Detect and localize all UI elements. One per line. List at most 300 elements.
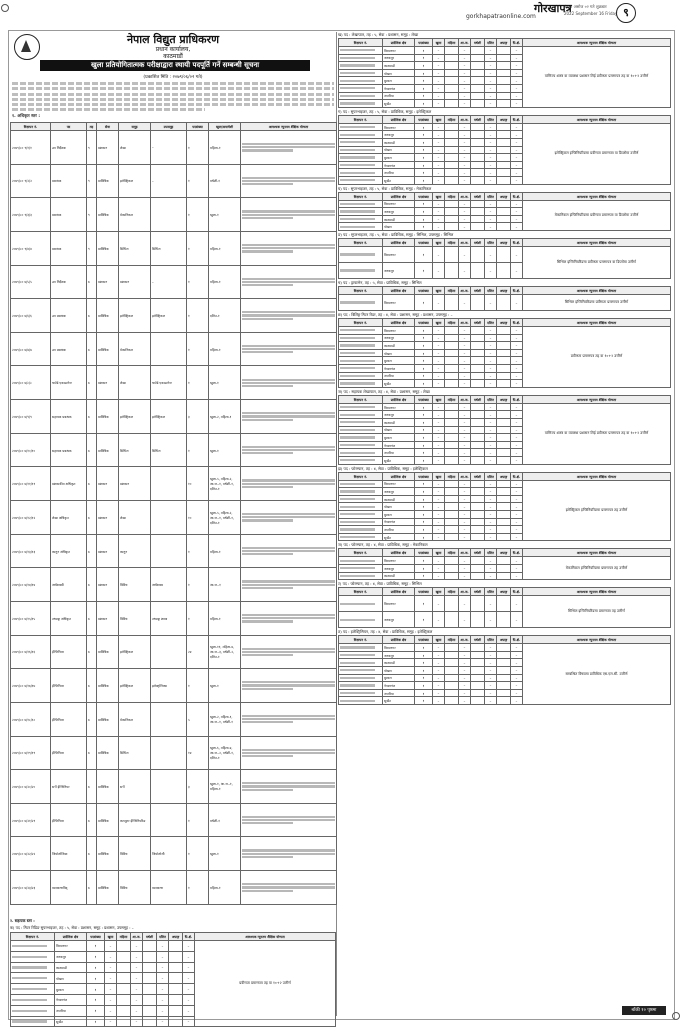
org-office: प्रधान कार्यालय,: [155, 46, 191, 53]
cell-region: बुटवल: [383, 154, 415, 162]
cell-count: –: [433, 123, 445, 131]
cell-count: –: [183, 1016, 195, 1027]
cell-group: विविध: [119, 568, 151, 602]
cell-sub: [151, 501, 187, 535]
qualification-cell: [241, 400, 337, 434]
cell-count: १: [415, 92, 433, 100]
cell-count: –: [105, 941, 117, 952]
cell-count: –: [433, 644, 445, 652]
column-header: महिला: [445, 636, 459, 644]
cell-count: –: [485, 557, 497, 565]
cell-count: ३: [187, 400, 209, 434]
column-header: आ.ज.: [459, 115, 471, 123]
cell-adv: [339, 518, 383, 526]
cell-region: जनकपुर: [383, 54, 415, 62]
cell-adv: [339, 357, 383, 365]
cell-post: उप प्रबन्धक: [51, 299, 87, 333]
cell-post: चार्टर्ड एकाउन्टेन्ट: [51, 366, 87, 400]
cell-count: [445, 169, 459, 177]
table-row: [11, 837, 337, 871]
cell-group: लेखा: [119, 501, 151, 535]
cell-group: प्रशासन: [119, 265, 151, 299]
cell-count: [471, 682, 485, 690]
cell-count: [445, 62, 459, 70]
cell-count: –: [157, 984, 169, 995]
cell-count: –: [485, 526, 497, 534]
column-header: अपाङ्ग: [497, 549, 511, 557]
cell-count: –: [485, 215, 497, 223]
cell-service: प्राविधिक: [97, 433, 119, 467]
cell-region: काठमाडौं: [383, 572, 415, 580]
cell-region: सुर्खेत: [383, 697, 415, 705]
cell-sub: [151, 770, 187, 804]
cell-count: –: [511, 223, 523, 231]
cell-count: [445, 146, 459, 154]
column-header: विज्ञापन नं.: [339, 239, 383, 247]
cell-count: १: [187, 198, 209, 232]
cell-region: सुर्खेत: [383, 456, 415, 464]
cell-region: विराटनगर: [55, 941, 87, 952]
cell-count: –: [459, 146, 471, 154]
cell-count: [143, 973, 157, 984]
column-header: महिला: [445, 39, 459, 47]
cell-adv: [339, 77, 383, 85]
column-header: अपाङ्ग: [497, 319, 511, 327]
qualification-cell: [241, 770, 337, 804]
cell-region: जनकपुर: [383, 488, 415, 496]
table-row: [11, 231, 337, 265]
cell-count: –: [459, 200, 471, 208]
column-header: खुला: [433, 549, 445, 557]
cell-count: –: [485, 92, 497, 100]
cell-count: १: [87, 1016, 105, 1027]
cell-level: ७: [87, 669, 97, 703]
cell-level: ७: [87, 265, 97, 299]
cell-count: –: [459, 403, 471, 411]
cell-count: –: [459, 480, 471, 488]
column-header: विज्ञापन नं.: [11, 123, 51, 131]
cell-count: [169, 994, 183, 1005]
left-column: [10, 32, 336, 1024]
cell-count: १: [415, 557, 433, 565]
column-header: पि.क्षे.: [511, 395, 523, 403]
cell-count: –: [433, 659, 445, 667]
column-header: अपाङ्ग: [497, 395, 511, 403]
cell-count: १: [415, 364, 433, 372]
cell-count: [143, 1016, 157, 1027]
cell-adv: [339, 146, 383, 154]
cell-count: [471, 200, 485, 208]
cell-count: –: [157, 994, 169, 1005]
column-header: अपाङ्ग: [497, 192, 511, 200]
cell-adv: [339, 154, 383, 162]
cell-count: –: [511, 403, 523, 411]
cell-service: प्रशासन: [97, 568, 119, 602]
cell-group: सर्भे: [119, 770, 151, 804]
cell-count: –: [459, 380, 471, 388]
cell-group: विविध: [119, 601, 151, 635]
cell-region: जनकपुर: [383, 208, 415, 216]
cell-post: प्रशासकीय अधिकृत: [51, 467, 87, 501]
cell-count: –: [485, 77, 497, 85]
cell-count: १: [415, 612, 433, 628]
column-header: प्रादेशिक क्षेत्र: [383, 192, 415, 200]
table-row: [11, 803, 337, 837]
cell-count: १०: [187, 467, 209, 501]
cell-count: १: [415, 372, 433, 380]
column-header: उपसमूह: [151, 123, 187, 131]
cell-count: –: [485, 456, 497, 464]
cell-count: –: [459, 572, 471, 580]
cell-post: तथ्याङ्क अधिकृत: [51, 601, 87, 635]
table-row: [11, 131, 337, 165]
cell-count: [445, 564, 459, 572]
cell-count: [471, 403, 485, 411]
cell-adv: [339, 510, 383, 518]
column-header: महिला: [445, 472, 459, 480]
cell-count: –: [459, 84, 471, 92]
cell-count: –: [459, 327, 471, 335]
cell-count: –: [433, 69, 445, 77]
column-header: खुला: [433, 588, 445, 596]
cell-count: [471, 495, 485, 503]
cell-adv: [339, 200, 383, 208]
cell-count: –: [485, 488, 497, 496]
district-table: [338, 238, 671, 279]
cell-count: –: [511, 411, 523, 419]
cell-adv: २०७९/८० ७/२१/२१: [11, 803, 51, 837]
cell-count: –: [459, 263, 471, 279]
cell-adv: [339, 223, 383, 231]
cell-count: १: [415, 682, 433, 690]
column-header: विज्ञापन नं.: [339, 39, 383, 47]
cell-count: –: [511, 357, 523, 365]
cell-count: [445, 200, 459, 208]
cell-level: ७: [87, 534, 97, 568]
cell-count: –: [433, 146, 445, 154]
cell-count: १: [415, 77, 433, 85]
cell-count: –: [459, 349, 471, 357]
qualification-cell: इलेक्ट्रिकल इन्जिनियरिङमा प्रवीणता प्रमाणपत्र वा डिप्लोमा उत्तीर्ण: [523, 123, 671, 184]
qualification-cell: [241, 131, 337, 165]
cell-count: [497, 327, 511, 335]
column-header: पि.क्षे.: [511, 192, 523, 200]
cell-count: [471, 208, 485, 216]
cell-count: १: [415, 123, 433, 131]
column-header: आ.ज.: [459, 39, 471, 47]
cell-count: [445, 154, 459, 162]
cell-count: [497, 92, 511, 100]
cell-sub: [151, 534, 187, 568]
cell-count: –: [459, 651, 471, 659]
cell-count: –: [511, 208, 523, 216]
cell-count: [445, 503, 459, 511]
cell-count: १: [415, 644, 433, 652]
cell-region: पोखरा: [383, 223, 415, 231]
cell-count: [471, 644, 485, 652]
cell-level: ७: [87, 736, 97, 770]
cell-count: [497, 456, 511, 464]
table-row: [339, 480, 671, 488]
cell-post: सहायक प्रबन्धक: [51, 433, 87, 467]
cell-adv: २०७९/८० ७/८/८: [11, 366, 51, 400]
cell-count: [471, 100, 485, 108]
cell-count: –: [485, 510, 497, 518]
cell-count: –: [511, 644, 523, 652]
cell-region: बुटवल: [383, 434, 415, 442]
cell-count: [117, 994, 131, 1005]
cell-count: [445, 596, 459, 612]
cell-count: [471, 449, 485, 457]
cell-count: १: [187, 669, 209, 703]
cell-count: [445, 215, 459, 223]
column-header: दलित: [485, 319, 497, 327]
cell-count: [497, 426, 511, 434]
column-header: आवश्यक न्यूनतम शैक्षिक योग्यता: [523, 472, 671, 480]
cell-region: सुर्खेत: [383, 176, 415, 184]
table-row: [11, 366, 337, 400]
district-table: [338, 635, 671, 705]
cell-count: १: [87, 973, 105, 984]
column-header: मधेशी: [471, 549, 485, 557]
cell-count: १: [415, 449, 433, 457]
column-header: प्रादेशिक क्षेत्र: [383, 549, 415, 557]
cell-adv: [339, 380, 383, 388]
cell-group: इलेक्ट्रिकल: [119, 669, 151, 703]
cell-adv: २०७९/८० ७/९/९: [11, 400, 51, 434]
column-header: प्रादेशिक क्षेत्र: [383, 287, 415, 295]
column-header: पि.क्षे.: [511, 472, 523, 480]
meter-supervisor-table: [10, 932, 336, 1027]
cell-group: सिभिल: [119, 736, 151, 770]
cell-region: जनकपुर: [383, 651, 415, 659]
cell-count: –: [485, 666, 497, 674]
cell-count: –: [511, 596, 523, 612]
cell-count: [471, 47, 485, 55]
cell-adv: [339, 596, 383, 612]
cell-count: –: [485, 572, 497, 580]
cell-count: [497, 131, 511, 139]
column-header: पि.क्षे.: [183, 933, 195, 941]
qualification-cell: [241, 164, 337, 198]
cell-adv: [339, 533, 383, 541]
column-header: महिला: [445, 287, 459, 295]
table-row: [11, 164, 337, 198]
cell-count: –: [511, 100, 523, 108]
cell-count: –: [511, 123, 523, 131]
cell-region: नेपालगंज: [383, 441, 415, 449]
cell-count: १: [187, 837, 209, 871]
cell-count: –: [433, 488, 445, 496]
column-header: महिला: [445, 395, 459, 403]
cell-count: –: [485, 380, 497, 388]
cell-count: –: [459, 176, 471, 184]
cell-count: –: [511, 689, 523, 697]
column-header: आवश्यक न्यूनतम शैक्षिक योग्यता: [523, 192, 671, 200]
cell-count: –: [485, 100, 497, 108]
cell-region: बुटवल: [55, 984, 87, 995]
cell-count: [471, 77, 485, 85]
cell-count: –: [433, 564, 445, 572]
cell-adv: २०७९/८० ९/२/२: [11, 164, 51, 198]
cell-count: [497, 349, 511, 357]
cell-count: १४: [187, 736, 209, 770]
cell-count: –: [511, 295, 523, 311]
cell-count: [471, 372, 485, 380]
cell-count: [471, 176, 485, 184]
cell-count: [445, 682, 459, 690]
cell-count: [445, 533, 459, 541]
cell-count: [445, 659, 459, 667]
cell-count: –: [511, 564, 523, 572]
cell-count: [471, 564, 485, 572]
cell-region: अत्तरिया: [383, 92, 415, 100]
cell-region: विराटनगर: [383, 557, 415, 565]
column-header: आवश्यक न्यूनतम शैक्षिक योग्यता: [523, 319, 671, 327]
district-table: [338, 38, 671, 108]
column-header: दलित: [485, 549, 497, 557]
column-header: आवश्यक न्यूनतम शैक्षिक योग्यता: [523, 395, 671, 403]
cell-count: –: [459, 69, 471, 77]
qualification-cell: [241, 837, 337, 871]
cell-post: सहायक प्रबन्धक: [51, 400, 87, 434]
cell-count: [471, 334, 485, 342]
cell-post: ईन्जिनियर: [51, 702, 87, 736]
cell-count: –: [511, 342, 523, 350]
cell-count: [471, 480, 485, 488]
registration-mark: [672, 1012, 680, 1020]
qualification-cell: सिभिल इन्जिनियरिङमा प्रवीणता प्रमाणपत्र वा डिप्लोमा उत्तीर्ण: [523, 247, 671, 279]
cell-count: १: [415, 596, 433, 612]
cell-service: प्राविधिक: [97, 702, 119, 736]
cell-region: नेपालगंज: [55, 994, 87, 1005]
column-header: महिला: [445, 319, 459, 327]
paper-date-np: २०७९ असोज ०२ गते शुक्रबार: [564, 4, 607, 9]
table-row: [11, 332, 337, 366]
cell-adv: २०७९/८० ७/२२/२२: [11, 837, 51, 871]
post-heading: ञ) पद : फोरम्यान, तह : ४, सेवा : प्राविधिक, समूह : मेकानिकल: [338, 542, 428, 548]
column-header: अपाङ्ग: [497, 588, 511, 596]
page-number: ९: [616, 3, 636, 23]
cell-count: १०: [187, 501, 209, 535]
cell-count: [445, 334, 459, 342]
cell-count: [497, 518, 511, 526]
cell-count: १: [415, 674, 433, 682]
cell-count: –: [511, 84, 523, 92]
cell-count: [471, 426, 485, 434]
post-heading: ठ) पद : इलेक्ट्रिसियन, तह : ४, सेवा : प्राविधिक, समूह : इलेक्ट्रिकल: [338, 629, 433, 635]
cell-count: [445, 100, 459, 108]
cell-count: –: [433, 349, 445, 357]
cell-adv: [339, 697, 383, 705]
cell-level: ७: [87, 299, 97, 333]
column-header: आवश्यक न्यूनतम शैक्षिक योग्यता: [195, 933, 336, 941]
qualification-cell: [241, 702, 337, 736]
cell-post: ईन्जिनियर: [51, 736, 87, 770]
cell-level: ७: [87, 568, 97, 602]
cell-count: –: [485, 47, 497, 55]
cell-adv: [339, 403, 383, 411]
cell-service: प्रशासन: [97, 501, 119, 535]
cell-count: –: [459, 131, 471, 139]
cell-sub: अर्थशास्त्र: [151, 568, 187, 602]
cell-count: –: [459, 138, 471, 146]
cell-adv: [339, 503, 383, 511]
cell-group: मेकानिकल: [119, 332, 151, 366]
cell-count: [497, 200, 511, 208]
column-header: आवश्यक न्यूनतम शैक्षिक योग्यता: [523, 287, 671, 295]
cell-count: –: [131, 941, 143, 952]
cell-adv: [339, 674, 383, 682]
cell-count: [497, 161, 511, 169]
cell-count: –: [511, 456, 523, 464]
cell-quota: मधेशी-१: [209, 803, 241, 837]
cell-adv: [339, 169, 383, 177]
column-header: पदसंख्या: [415, 192, 433, 200]
cell-quota: खुला-१: [209, 669, 241, 703]
cell-service: प्रशासन: [97, 601, 119, 635]
cell-count: –: [511, 380, 523, 388]
cell-adv: २०७९/८० ७/१७/१७: [11, 669, 51, 703]
cell-count: [445, 327, 459, 335]
cell-service: प्राविधिक: [97, 332, 119, 366]
cell-count: –: [485, 295, 497, 311]
cell-count: –: [485, 503, 497, 511]
cell-count: [497, 488, 511, 496]
cell-count: –: [459, 223, 471, 231]
cell-adv: [11, 951, 55, 962]
cell-count: [471, 349, 485, 357]
cell-count: –: [459, 596, 471, 612]
cell-count: –: [433, 418, 445, 426]
cell-count: [471, 659, 485, 667]
cell-post: ईन्जिनियर: [51, 803, 87, 837]
cell-quota: खुला-१: [209, 198, 241, 232]
column-header: मधेशी: [471, 472, 485, 480]
cell-count: –: [511, 557, 523, 565]
cell-count: –: [433, 596, 445, 612]
cell-adv: [339, 342, 383, 350]
cell-count: [445, 644, 459, 652]
column-header: मधेशी: [471, 395, 485, 403]
cell-count: [497, 503, 511, 511]
cell-quota: खुला-१: [209, 366, 241, 400]
cell-count: –: [485, 434, 497, 442]
cell-count: –: [433, 689, 445, 697]
cell-count: १: [415, 666, 433, 674]
qualification-cell: [241, 231, 337, 265]
cell-count: –: [183, 984, 195, 995]
cell-count: [497, 364, 511, 372]
cell-count: –: [433, 54, 445, 62]
cell-count: १: [187, 366, 209, 400]
cell-adv: [339, 666, 383, 674]
cell-count: –: [459, 342, 471, 350]
table-row: [11, 770, 337, 804]
right-column: [338, 32, 671, 1018]
cell-service: प्राविधिक: [97, 198, 119, 232]
cell-quota: महिला-१: [209, 332, 241, 366]
cell-count: [471, 510, 485, 518]
column-header: पदसंख्या: [415, 395, 433, 403]
cell-count: [497, 403, 511, 411]
cell-count: १: [415, 84, 433, 92]
cell-level: ७: [87, 501, 97, 535]
table-row: [11, 299, 337, 333]
cell-count: [445, 161, 459, 169]
qualification-cell: [241, 568, 337, 602]
org-location: काठमाडौं: [163, 53, 183, 60]
